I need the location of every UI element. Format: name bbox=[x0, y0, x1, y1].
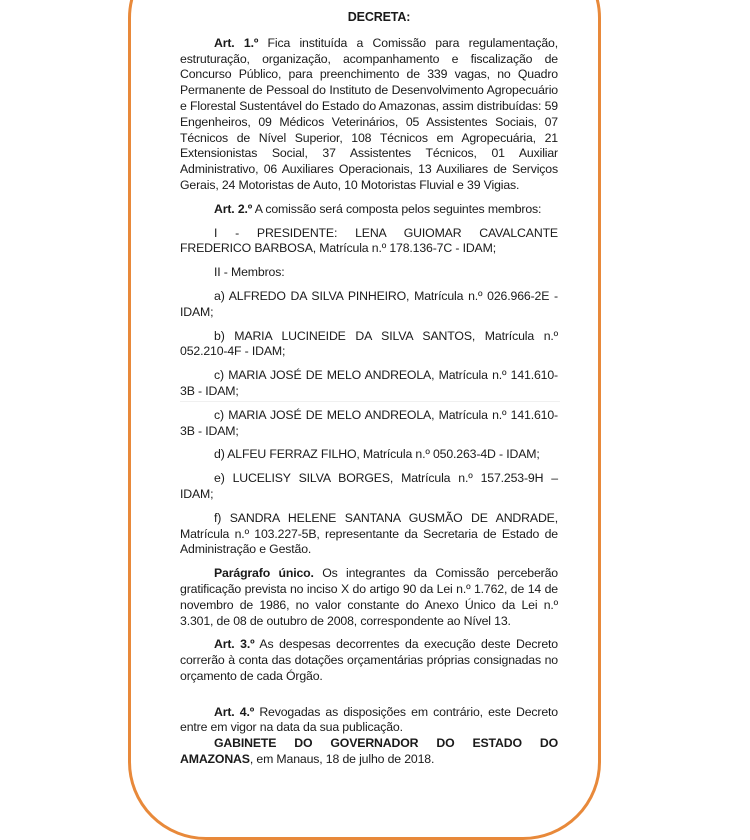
article-1 bbox=[180, 36, 558, 194]
article-3-text: As despesas decorrentes da execução deste Decreto correrão à conta das dotações orçamentárias próprias consignadas no orçamento de cada Órgão. bbox=[180, 637, 558, 683]
article-2 bbox=[180, 202, 558, 218]
closing-place-date: , em Manaus, 18 de julho de 2018. bbox=[249, 752, 435, 767]
president-item: I - PRESIDENTE: LENA GUIOMAR CAVALCANTE FREDERICO BARBOSA, Matrícula n.º 178.136-7C - IDAM; bbox=[180, 225, 558, 256]
article-4 bbox=[180, 705, 558, 737]
members-label: II - Membros: bbox=[214, 265, 285, 280]
article-1-text: Fica instituída a Comissão para regulamentação, estruturação, organização, acompanhamento e fiscalização de Concurso Público, para preenchimento de 339 vagas, no Quadro Permanente de Pessoal do Instituto de Desenvolvimento Agropecuário e Florestal Sustentável do Estado do Amazonas, assim distribuídas: 59 Engenheiros, 09 Médicos Veterinários, 05 Assistentes Sociais, 07 Técnicos de Nível Superior, 108 Técnicos em Agropecuária, 21 Extensionistas Social, 37 Assistentes Técnicos, 01 Auxiliar Administrativo, 06 Auxiliares Operacionais, 13 Auxiliares de Serviços Gerais, 24 Motoristas de Auto, 10 Motoristas Fluvial e 39 Vigias. bbox=[180, 35, 558, 192]
decree-title: DECRETA: bbox=[347, 10, 411, 24]
member-item-f: f) SANDRA HELENE SANTANA GUSMÃO DE ANDRADE, Matrícula n.º 103.227-5B, representante da Secretaria de Estado de Administração e Gestão. bbox=[180, 510, 558, 557]
article-3-label: Art. 3.º bbox=[214, 637, 255, 652]
closing-office: GABINETE DO GOVERNADOR DO ESTADO DO AMAZONAS bbox=[180, 736, 558, 767]
closing-signature bbox=[180, 736, 558, 768]
member-item-e: e) LUCELISY SILVA BORGES, Matrícula n.º 157.253-9H – IDAM; bbox=[180, 471, 558, 501]
article-3 bbox=[180, 637, 558, 684]
article-4-label: Art. 4.º bbox=[214, 704, 255, 719]
article-2-label: Art. 2.º bbox=[214, 201, 253, 216]
member-item-c-duplicate: c) MARIA JOSÉ DE MELO ANDREOLA, Matrícula n.º 141.610-3B - IDAM; bbox=[180, 407, 558, 438]
member-item-b: b) MARIA LUCINEIDE DA SILVA SANTOS, Matrícula n.º 052.210-4F - IDAM; bbox=[180, 328, 558, 359]
paragrafo-unico-label: Parágrafo único. bbox=[214, 566, 314, 581]
paragrafo-unico-text: Os integrantes da Comissão perceberão gratificação prevista no inciso X do artigo 90 da Lei n.º 1.762, de 14 de novembro de 1986, no valor constante do Anexo Único da Lei n.º 3.301, de 08 de outubro de 2008, correspondente ao Nível 13. bbox=[180, 566, 558, 628]
member-item-c: c) MARIA JOSÉ DE MELO ANDREOLA, Matrícula n.º 141.610-3B - IDAM; bbox=[180, 368, 558, 398]
member-item-a: a) ALFREDO DA SILVA PINHEIRO, Matrícula n.º 026.966-2E - IDAM; bbox=[180, 288, 558, 319]
article-1-label: Art. 1.º bbox=[214, 35, 259, 50]
article-4-text: Revogadas as disposições em contrário, este Decreto entre em vigor na data da sua publicação. bbox=[180, 704, 558, 735]
member-item-d: d) ALFEU FERRAZ FILHO, Matrícula n.º 050.263-4D - IDAM; bbox=[214, 447, 540, 462]
paragrafo-unico bbox=[180, 566, 558, 629]
decree-document bbox=[180, 10, 558, 768]
article-2-text: A comissão será composta pelos seguintes membros: bbox=[254, 201, 542, 216]
